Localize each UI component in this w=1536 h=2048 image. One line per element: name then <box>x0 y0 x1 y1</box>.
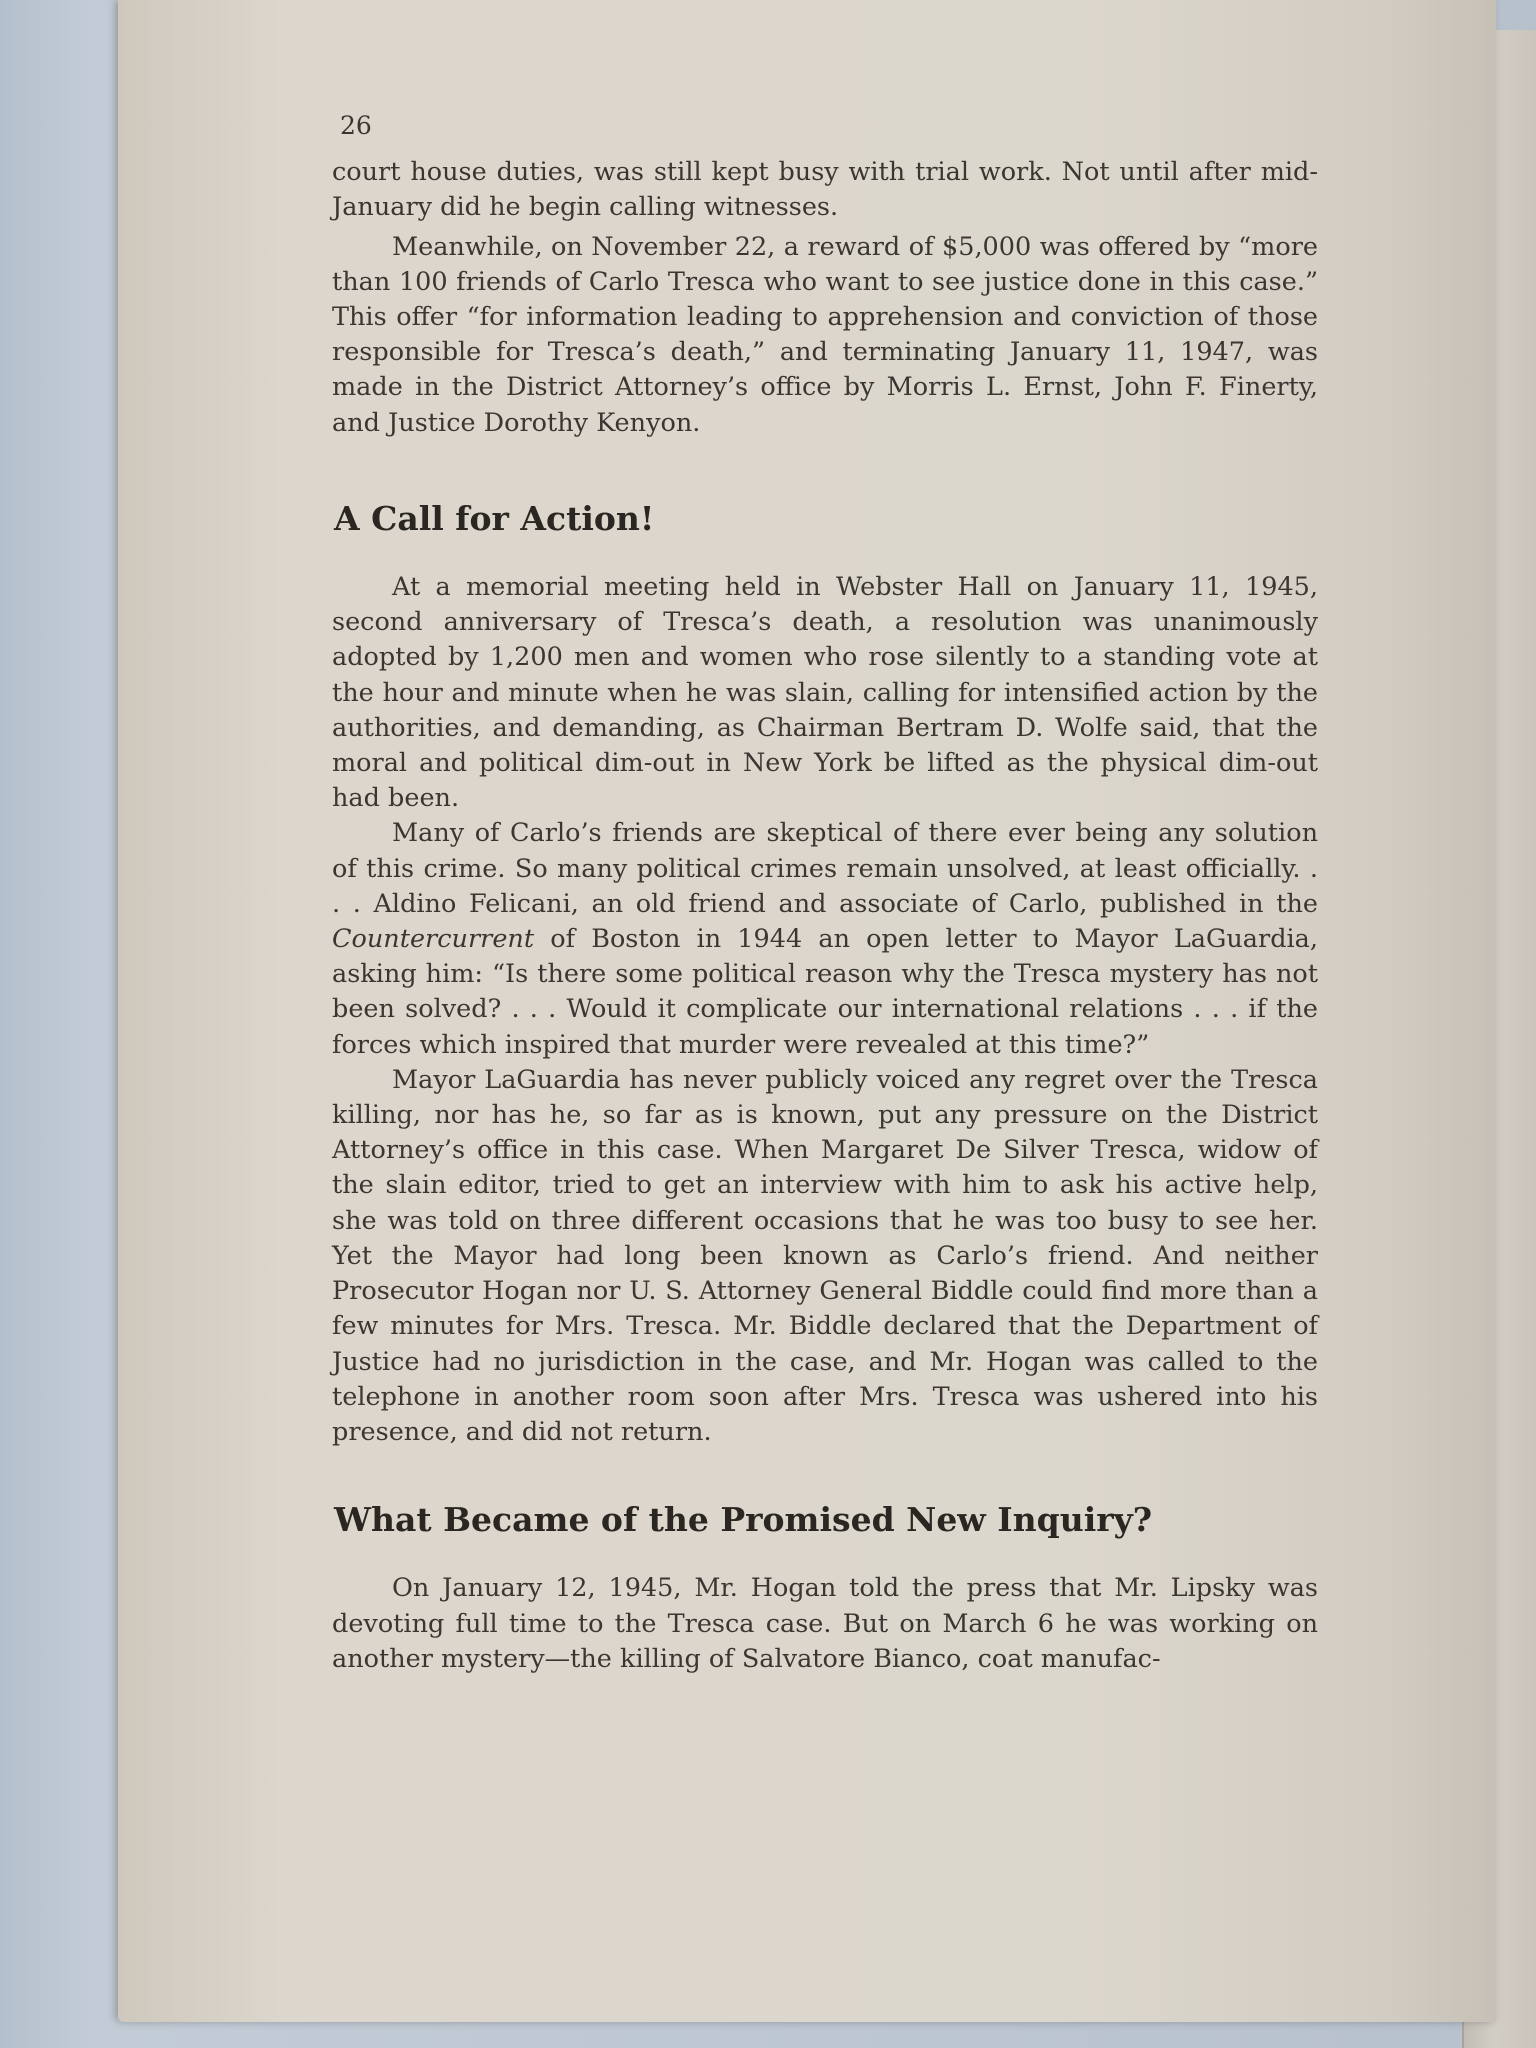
page-text-column <box>332 108 1318 1677</box>
section-heading-new-inquiry: What Became of the Promised New Inquiry? <box>334 1500 1153 1540</box>
paragraph-mayor-laguardia: Mayor LaGuardia has never publicly voiced any regret over the Tresca killing, nor has he, so far as is known, put any pressure on the District Attorney’s office in this case. When Margaret De Silver Tresca, widow of the slain editor, tried to get an interview with him to ask his active help, she was told on three different occasions that he was too busy to see her. Yet the Mayor had long been known as Carlo’s friend. And neither Prosecutor Hogan nor U. S. Attorney General Biddle could find more than a few minutes for Mrs. Tresca. Mr. Biddle declared that the Department of Justice had no jurisdiction in the case, and Mr. Hogan was called to the telephone in another room soon after Mrs. Tresca was ushered into his presence, and did not return. <box>332 1064 1318 1447</box>
publication-title: Countercurrent <box>332 924 535 955</box>
paragraph-memorial-meeting: At a memorial meeting held in Webster Hall on January 11, 1945, second anniversary of Tresca’s death, a resolution was unanimously adopted by 1,200 men and women who rose silently to a standing vote at the hour and minute when he was slain, calling for intensified action by the authorities, and demanding, as Chairman Bertram D. Wolfe said, that the moral and political dim-out in New York be lifted as the physical dim-out had been. <box>332 572 1318 814</box>
paragraph-hogan-press: On January 12, 1945, Mr. Hogan told the press that Mr. Lipsky was devoting full time to the Tresca case. But on March 6 he was working on another mystery—the killing of Salvatore Bianco, coat manufac- <box>332 1573 1318 1674</box>
paragraph-skeptical-friends <box>332 816 1318 1062</box>
paragraph-reward: Meanwhile, on November 22, a reward of $5,000 was offered by “more than 100 friends of Carlo Tresca who want to see justice done in this case.” This offer “for information leading to apprehension and conviction of those responsible for Tresca’s death,” and terminating January 11, 1947, was made in the District Attorney’s office by Morris L. Ernst, John F. Finerty, and Justice Dorothy Kenyon. <box>332 231 1318 438</box>
section-heading-call-for-action: A Call for Action! <box>334 498 655 538</box>
paragraph-text: Many of Carlo’s friends are skeptical of there ever being any solution of this crime. So many political crimes remain unsolved, at least officially. . . . Aldino Felicani, an old friend and associate of Carlo, published in the <box>332 818 1318 919</box>
paragraph-continued: court house duties, was still kept busy with trial work. Not until after mid-January did he begin calling witnesses. <box>332 157 1318 223</box>
paragraph-text: of Boston in 1944 an open letter to Mayor LaGuardia, asking him: “Is there some political reason why the Tresca mystery has not been solved? . . . Would it complicate our international relations . . . if the forces which inspired that murder were revealed at this time?” <box>332 924 1318 1060</box>
page-number: 26 <box>340 111 372 140</box>
